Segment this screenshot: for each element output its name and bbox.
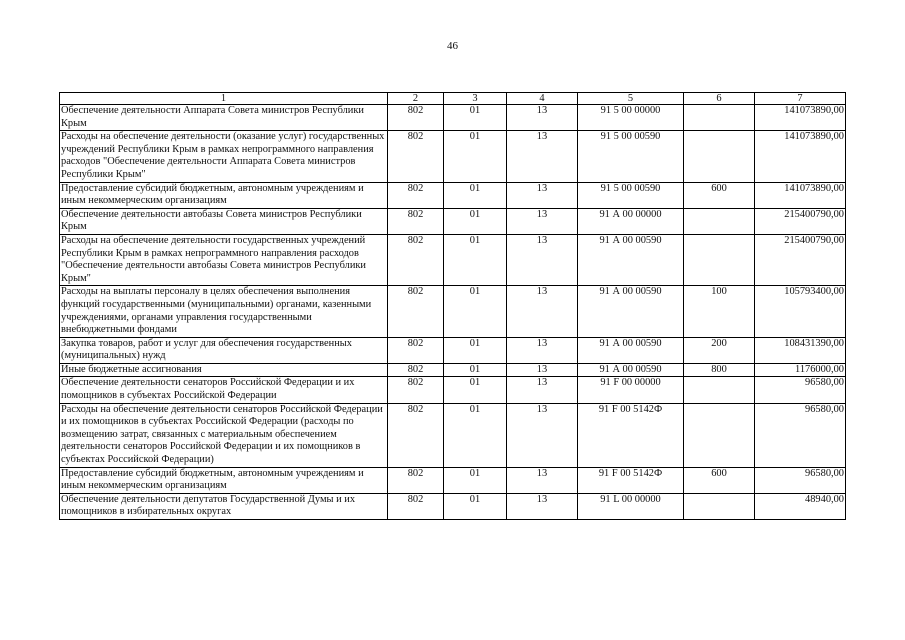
row-amount: 141073890,00 (755, 131, 846, 182)
row-ministry: 802 (388, 493, 444, 519)
row-section: 01 (444, 105, 507, 131)
row-name: Закупка товаров, работ и услуг для обеспечения государственных (муниципальных) нужд (60, 337, 388, 363)
row-section: 01 (444, 286, 507, 337)
row-name: Предоставление субсидий бюджетным, автономным учреждениям и иным некоммерческим организациям (60, 467, 388, 493)
row-section: 01 (444, 234, 507, 285)
row-subsection: 13 (507, 467, 578, 493)
row-name: Расходы на обеспечение деятельности (оказание услуг) государственных учреждений Республики Крым в рамках непрограммного направления расходов "Обеспечение деятельности Аппарата Совета министров Республики Крым" (60, 131, 388, 182)
row-ministry: 802 (388, 337, 444, 363)
col-header-1: 1 (60, 93, 388, 105)
row-type (684, 377, 755, 403)
row-type (684, 493, 755, 519)
row-name: Расходы на выплаты персоналу в целях обеспечения выполнения функций государственными (муниципальными) органами, казенными учреждениями, органами управления государственными внебюджетными фондами (60, 286, 388, 337)
row-ministry: 802 (388, 377, 444, 403)
row-section: 01 (444, 377, 507, 403)
table-row (60, 105, 846, 131)
row-name: Предоставление субсидий бюджетным, автономным учреждениям и иным некоммерческим организациям (60, 182, 388, 208)
row-amount: 96580,00 (755, 403, 846, 467)
row-type: 600 (684, 182, 755, 208)
row-ministry: 802 (388, 403, 444, 467)
col-header-5: 5 (578, 93, 684, 105)
col-header-2: 2 (388, 93, 444, 105)
table-row (60, 403, 846, 467)
table-row (60, 493, 846, 519)
page-number: 46 (447, 40, 458, 52)
row-target: 91 5 00 00590 (578, 131, 684, 182)
col-header-7: 7 (755, 93, 846, 105)
row-target: 91 F 00 00000 (578, 377, 684, 403)
row-subsection: 13 (507, 234, 578, 285)
row-ministry: 802 (388, 467, 444, 493)
row-name: Иные бюджетные ассигнования (60, 363, 388, 377)
row-ministry: 802 (388, 131, 444, 182)
table-row (60, 182, 846, 208)
row-section: 01 (444, 363, 507, 377)
row-target: 91 А 00 00590 (578, 363, 684, 377)
table-row (60, 363, 846, 377)
row-type (684, 234, 755, 285)
row-name: Обеспечение деятельности депутатов Государственной Думы и их помощников в избирательных округах (60, 493, 388, 519)
row-subsection: 13 (507, 337, 578, 363)
row-amount: 141073890,00 (755, 105, 846, 131)
row-amount: 1176000,00 (755, 363, 846, 377)
row-name: Расходы на обеспечение деятельности сенаторов Российской Федерации и их помощников в субъектах Российской Федерации (расходы по возмещению затрат, связанных с материальным обеспечением деятельности сенаторов Российской Федерации и их помощников в субъектах Российской Федерации) (60, 403, 388, 467)
row-name: Обеспечение деятельности автобазы Совета министров Республики Крым (60, 208, 388, 234)
table-row (60, 208, 846, 234)
row-ministry: 802 (388, 363, 444, 377)
row-ministry: 802 (388, 286, 444, 337)
row-subsection: 13 (507, 363, 578, 377)
header-row (60, 93, 846, 105)
col-header-3: 3 (444, 93, 507, 105)
row-target: 91 F 00 5142Ф (578, 403, 684, 467)
row-section: 01 (444, 208, 507, 234)
row-section: 01 (444, 337, 507, 363)
row-target: 91 5 00 00000 (578, 105, 684, 131)
row-target: 91 5 00 00590 (578, 182, 684, 208)
table-row (60, 131, 846, 182)
row-type: 100 (684, 286, 755, 337)
col-header-4: 4 (507, 93, 578, 105)
row-section: 01 (444, 467, 507, 493)
row-name: Обеспечение деятельности сенаторов Российской Федерации и их помощников в субъектах Российской Федерации (60, 377, 388, 403)
row-amount: 215400790,00 (755, 234, 846, 285)
row-target: 91 А 00 00000 (578, 208, 684, 234)
row-type (684, 208, 755, 234)
row-section: 01 (444, 131, 507, 182)
row-subsection: 13 (507, 377, 578, 403)
row-type: 600 (684, 467, 755, 493)
row-target: 91 А 00 00590 (578, 286, 684, 337)
row-amount: 48940,00 (755, 493, 846, 519)
col-header-6: 6 (684, 93, 755, 105)
row-subsection: 13 (507, 208, 578, 234)
table-row (60, 337, 846, 363)
row-name: Обеспечение деятельности Аппарата Совета министров Республики Крым (60, 105, 388, 131)
budget-table (59, 92, 846, 520)
row-type (684, 403, 755, 467)
row-name: Расходы на обеспечение деятельности государственных учреждений Республики Крым в рамках непрограммного направления расходов "Обеспечение деятельности автобазы Совета министров Республики Крым" (60, 234, 388, 285)
row-target: 91 L 00 00000 (578, 493, 684, 519)
row-target: 91 F 00 5142Ф (578, 467, 684, 493)
row-ministry: 802 (388, 208, 444, 234)
row-amount: 105793400,00 (755, 286, 846, 337)
row-type (684, 105, 755, 131)
row-section: 01 (444, 182, 507, 208)
row-amount: 108431390,00 (755, 337, 846, 363)
row-subsection: 13 (507, 182, 578, 208)
row-target: 91 А 00 00590 (578, 234, 684, 285)
table-row (60, 234, 846, 285)
table-row (60, 286, 846, 337)
row-amount: 96580,00 (755, 467, 846, 493)
row-ministry: 802 (388, 105, 444, 131)
row-amount: 96580,00 (755, 377, 846, 403)
row-subsection: 13 (507, 403, 578, 467)
row-section: 01 (444, 403, 507, 467)
table-row (60, 377, 846, 403)
table-row (60, 467, 846, 493)
row-subsection: 13 (507, 131, 578, 182)
row-type (684, 131, 755, 182)
row-ministry: 802 (388, 234, 444, 285)
row-subsection: 13 (507, 105, 578, 131)
row-target: 91 А 00 00590 (578, 337, 684, 363)
row-ministry: 802 (388, 182, 444, 208)
row-subsection: 13 (507, 286, 578, 337)
row-type: 200 (684, 337, 755, 363)
row-section: 01 (444, 493, 507, 519)
row-amount: 141073890,00 (755, 182, 846, 208)
row-amount: 215400790,00 (755, 208, 846, 234)
row-subsection: 13 (507, 493, 578, 519)
row-type: 800 (684, 363, 755, 377)
